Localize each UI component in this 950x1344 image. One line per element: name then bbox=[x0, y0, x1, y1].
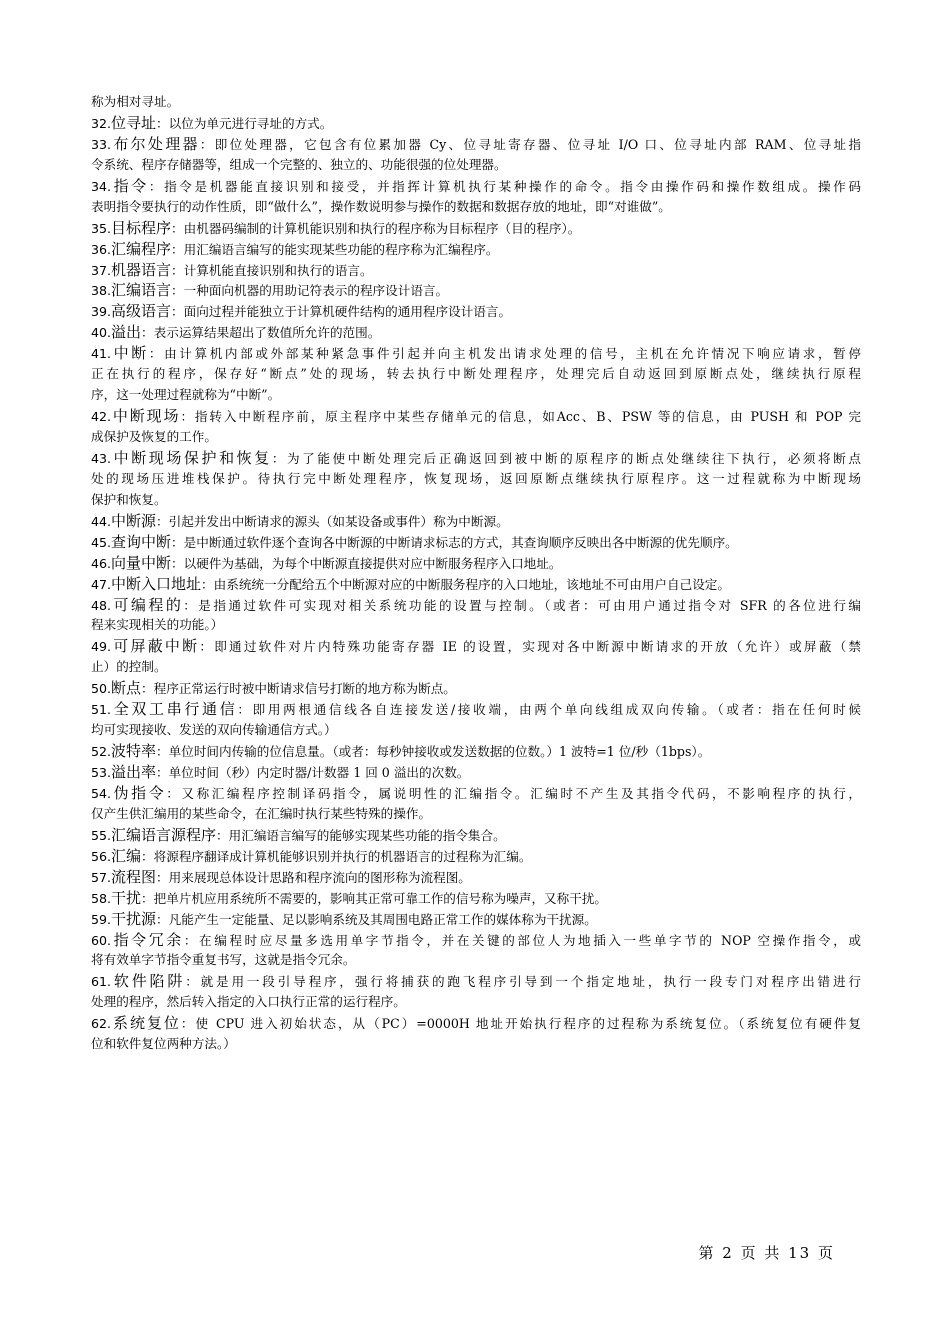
entry-text: 称为相对寻址。 bbox=[91, 94, 180, 109]
entry-text: 处的现场压进堆栈保护。待执行完中断处理程序，恢复现场，返回原断点继续执行原程序。这一过程就称为中断现场 bbox=[91, 470, 861, 486]
page-footer: 第 2 页 共 13 页 bbox=[698, 1244, 835, 1262]
entry-text: ：单位时间内传输的位信息量。（或者：每秒钟接收或发送数据的位数。）1 波特=1 位/秒（1bps）。 bbox=[156, 744, 711, 760]
text-line bbox=[91, 720, 861, 741]
entry-term: 伪指令 bbox=[111, 783, 167, 802]
entry-number: 46. bbox=[91, 555, 112, 571]
entry-text: ：即用两根通信线各自连接发送/接收端，由两个单向线组成双向传输。（或者：指在任何时候 bbox=[237, 702, 861, 718]
text-line bbox=[91, 595, 861, 616]
entry-term: 高级语言 bbox=[111, 302, 172, 321]
entry-term: 中断入口地址 bbox=[111, 574, 202, 593]
text-line bbox=[91, 762, 861, 783]
glossary-body bbox=[91, 92, 861, 1055]
text-line bbox=[91, 636, 861, 657]
text-line bbox=[91, 741, 861, 762]
entry-text: ：又称汇编程序控制译码指令，属说明性的汇编指令。汇编时不产生及其指令代码，不影响程序的执行， bbox=[166, 785, 861, 801]
entry-text: ：在编程时应尽量多选用单字节指令，并在关键的部位人为地插入一些单字节的 NOP 空操作指令，或 bbox=[183, 932, 861, 948]
entry-term: 目标程序 bbox=[111, 218, 172, 237]
entry-number: 32. bbox=[91, 115, 112, 131]
entry-term: 汇编语言源程序 bbox=[111, 825, 217, 844]
entry-number: 61. bbox=[91, 974, 112, 990]
entry-text: ：单位时间（秒）内定时器/计数器 1 回 0 溢出的次数。 bbox=[156, 765, 470, 780]
text-line bbox=[91, 888, 861, 909]
text-line bbox=[91, 846, 861, 867]
entry-number: 58. bbox=[91, 890, 112, 906]
text-line bbox=[91, 867, 861, 888]
entry-text: ：由系统统一分配给五个中断源对应的中断服务程序的入口地址，该地址不可由用户自己设定。 bbox=[201, 576, 730, 592]
entry-text: 保护和恢复。 bbox=[91, 491, 167, 507]
text-line bbox=[91, 553, 861, 574]
entry-text: ：以硬件为基础，为每个中断源直接提供对应中断服务程序入口地址。 bbox=[171, 555, 562, 571]
entry-number: 33. bbox=[91, 136, 112, 152]
text-line bbox=[91, 322, 861, 343]
entry-text: ：由机器码编制的计算机能识别和执行的程序称为目标程序（目的程序）。 bbox=[171, 220, 581, 236]
entry-term: 软件陷阱 bbox=[111, 972, 186, 991]
entry-text: 正在执行的程序，保存好“断点”处的现场，转去执行中断处理程序，处理完后自动返回到原断点处，继续执行原程 bbox=[91, 366, 861, 382]
entry-text: ：一种面向机器的用助记符表示的程序设计语言。 bbox=[171, 283, 449, 299]
entry-term: 布尔处理器 bbox=[111, 134, 200, 153]
text-line bbox=[91, 134, 861, 155]
entry-number: 56. bbox=[91, 848, 112, 864]
entry-term: 全双工串行通信 bbox=[111, 700, 238, 719]
text-line bbox=[91, 469, 861, 490]
text-line bbox=[91, 260, 861, 281]
entry-number: 37. bbox=[91, 262, 112, 278]
entry-text: ：用汇编语言编写的能够实现某些功能的指令集合。 bbox=[216, 827, 506, 843]
entry-term: 查询中断 bbox=[111, 532, 172, 551]
entry-text: ：把单片机应用系统所不需要的，影响其正常可靠工作的信号称为噪声，又称干扰。 bbox=[141, 890, 608, 906]
text-line bbox=[91, 678, 861, 699]
entry-text: 位和软件复位两种方法。） bbox=[91, 1036, 236, 1052]
entry-text: ：即通过软件对片内特殊功能寄存器 IE 的设置，实现对各中断源中断请求的开放（允许）或屏蔽（禁 bbox=[199, 639, 861, 655]
entry-number: 60. bbox=[91, 932, 112, 948]
entry-term: 汇编语言 bbox=[111, 281, 172, 300]
entry-term: 可编程的 bbox=[111, 595, 184, 614]
entry-text: 成保护及恢复的工作。 bbox=[91, 429, 217, 444]
entry-text: 程来实现相关的功能。） bbox=[91, 617, 224, 633]
entry-term: 溢出 bbox=[111, 323, 142, 342]
entry-number: 40. bbox=[91, 325, 112, 341]
entry-term: 系统复位 bbox=[111, 1014, 181, 1033]
text-line bbox=[91, 301, 861, 322]
entry-text: 令系统、程序存储器等，组成一个完整的、独立的、功能很强的位处理器。 bbox=[91, 156, 507, 172]
text-line bbox=[91, 657, 861, 678]
entry-number: 48. bbox=[91, 597, 112, 613]
entry-text: ：由计算机内部或外部某种紧急事件引起并向主机发出请求处理的信号，主机在允许情况下响应请求，暂停 bbox=[148, 346, 861, 362]
text-line bbox=[91, 155, 861, 176]
text-line bbox=[91, 218, 861, 239]
text-line bbox=[91, 448, 861, 469]
entry-term: 断点 bbox=[111, 679, 142, 698]
entry-term: 中断现场 bbox=[111, 407, 181, 426]
entry-number: 39. bbox=[91, 304, 112, 320]
text-line bbox=[91, 909, 861, 930]
entry-text: ：用来展现总体设计思路和程序流向的图形称为流程图。 bbox=[156, 869, 471, 885]
entry-number: 52. bbox=[91, 744, 112, 760]
entry-text: ：以位为单元进行寻址的方式。 bbox=[156, 115, 333, 131]
text-line bbox=[91, 343, 861, 364]
entry-number: 51. bbox=[91, 702, 112, 718]
entry-term: 波特率 bbox=[111, 742, 157, 761]
entry-text: 表明指令要执行的动作性质，即“做什么”，操作数说明参与操作的数据和数据存放的地址，即“对谁做”。 bbox=[91, 198, 671, 214]
entry-text: ：用汇编语言编写的能实现某些功能的程序称为汇编程序。 bbox=[171, 241, 499, 257]
text-line bbox=[91, 574, 861, 595]
text-line bbox=[91, 197, 861, 218]
entry-term: 机器语言 bbox=[111, 260, 172, 279]
entry-number: 53. bbox=[91, 765, 112, 780]
text-line bbox=[91, 176, 861, 197]
text-line bbox=[91, 239, 861, 260]
entry-text: 仅产生供汇编用的某些命令，在汇编时执行某些特殊的操作。 bbox=[91, 805, 432, 821]
text-line bbox=[91, 280, 861, 301]
entry-text: ：是中断通过软件逐个查询各中断源的中断请求标志的方式，其查询顺序反映出各中断源的优先顺序。 bbox=[171, 534, 738, 550]
text-line bbox=[91, 825, 861, 846]
text-line bbox=[91, 783, 861, 804]
entry-text: ：程序正常运行时被中断请求信号打断的地方称为断点。 bbox=[141, 681, 456, 697]
entry-text: ：为了能使中断处理完后正确返回到被中断的原程序的断点处继续往下执行，必须将断点 bbox=[271, 450, 861, 466]
entry-text: 将有效单字节指令重复书写，这就是指令冗余。 bbox=[91, 952, 356, 968]
entry-term: 向量中断 bbox=[111, 553, 172, 572]
text-line bbox=[91, 615, 861, 636]
text-line bbox=[91, 511, 861, 532]
entry-number: 57. bbox=[91, 869, 112, 885]
entry-number: 49. bbox=[91, 639, 112, 655]
entry-text: 处理的程序，然后转入指定的入口执行正常的运行程序。 bbox=[91, 994, 406, 1010]
entry-number: 44. bbox=[91, 513, 112, 529]
entry-term: 可屏蔽中断 bbox=[111, 637, 200, 656]
entry-number: 41. bbox=[91, 346, 112, 362]
entry-number: 54. bbox=[91, 785, 112, 801]
text-line bbox=[91, 92, 861, 113]
entry-number: 55. bbox=[91, 827, 112, 843]
text-line bbox=[91, 406, 861, 427]
entry-number: 42. bbox=[91, 409, 112, 425]
text-line bbox=[91, 113, 861, 134]
text-line bbox=[91, 971, 861, 992]
entry-term: 干扰 bbox=[111, 888, 142, 907]
text-line bbox=[91, 490, 861, 511]
entry-text: ：即位处理器，它包含有位累加器 Cy、位寻址寄存器、位寻址 I/O 口、位寻址内部 RAM、位寻址指 bbox=[199, 136, 861, 152]
text-line bbox=[91, 930, 861, 951]
entry-number: 35. bbox=[91, 220, 112, 236]
entry-text: ：计算机能直接识别和执行的语言。 bbox=[171, 262, 373, 278]
text-line bbox=[91, 364, 861, 385]
text-line bbox=[91, 804, 861, 825]
entry-term: 指令 bbox=[111, 176, 149, 195]
entry-term: 中断源 bbox=[111, 511, 157, 530]
entry-term: 中断 bbox=[111, 344, 149, 363]
entry-term: 汇编 bbox=[111, 846, 142, 865]
entry-term: 溢出率 bbox=[111, 763, 157, 781]
entry-number: 34. bbox=[91, 178, 112, 194]
text-line bbox=[91, 385, 861, 406]
entry-text: ：凡能产生一定能量、足以影响系统及其周围电路正常工作的媒体称为干扰源。 bbox=[156, 911, 597, 927]
entry-term: 汇编程序 bbox=[111, 239, 172, 258]
entry-number: 36. bbox=[91, 241, 112, 257]
entry-number: 62. bbox=[91, 1016, 112, 1032]
entry-term: 指令冗余 bbox=[111, 930, 184, 949]
text-line bbox=[91, 427, 861, 448]
text-line bbox=[91, 532, 861, 553]
entry-number: 47. bbox=[91, 576, 112, 592]
entry-text: ：指令是机器能直接识别和接受，并指挥计算机执行某种操作的命令。指令由操作码和操作数组成。操作码 bbox=[148, 178, 861, 194]
entry-text: ：使 CPU 进入初始状态，从（PC）=0000H 地址开始执行程序的过程称为系统复位。（系统复位有硬件复 bbox=[180, 1016, 861, 1032]
entry-text: ：是指通过软件可实现对相关系统功能的设置与控制。（或者：可由用户通过指令对 SFR 的各位进行编 bbox=[183, 597, 861, 613]
text-line bbox=[91, 992, 861, 1013]
text-line bbox=[91, 950, 861, 971]
text-line bbox=[91, 1034, 861, 1055]
entry-term: 位寻址 bbox=[111, 113, 157, 132]
entry-term: 中断现场保护和恢复 bbox=[111, 448, 272, 467]
entry-number: 43. bbox=[91, 450, 112, 466]
entry-number: 59. bbox=[91, 911, 112, 927]
text-line bbox=[91, 1013, 861, 1034]
entry-text: 序，这一处理过程就称为“中断”。 bbox=[91, 387, 281, 403]
entry-text: ：表示运算结果超出了数值所允许的范围。 bbox=[141, 325, 381, 341]
entry-text: ：面向过程并能独立于计算机硬件结构的通用程序设计语言。 bbox=[171, 304, 512, 320]
entry-text: ：就是用一段引导程序，强行将捕获的跑飞程序引导到一个指定地址，执行一段专门对程序出错进行 bbox=[185, 974, 861, 990]
text-line bbox=[91, 699, 861, 720]
entry-text: ：指转入中断程序前，原主程序中某些存储单元的信息，如Acc、B、PSW 等的信息，由 PUSH 和 POP 完 bbox=[180, 409, 861, 425]
entry-number: 45. bbox=[91, 534, 112, 550]
entry-text: 止）的控制。 bbox=[91, 659, 167, 675]
entry-text: ：引起并发出中断请求的源头（如某设备或事件）称为中断源。 bbox=[156, 513, 509, 529]
entry-number: 50. bbox=[91, 681, 112, 697]
entry-text: ：将源程序翻译成计算机能够识别并执行的机器语言的过程称为汇编。 bbox=[141, 848, 532, 864]
entry-term: 流程图 bbox=[111, 867, 157, 886]
entry-term: 干扰源 bbox=[111, 909, 157, 928]
entry-text: 均可实现接收、发送的双向传输通信方式。） bbox=[91, 722, 337, 738]
entry-number: 38. bbox=[91, 283, 112, 299]
